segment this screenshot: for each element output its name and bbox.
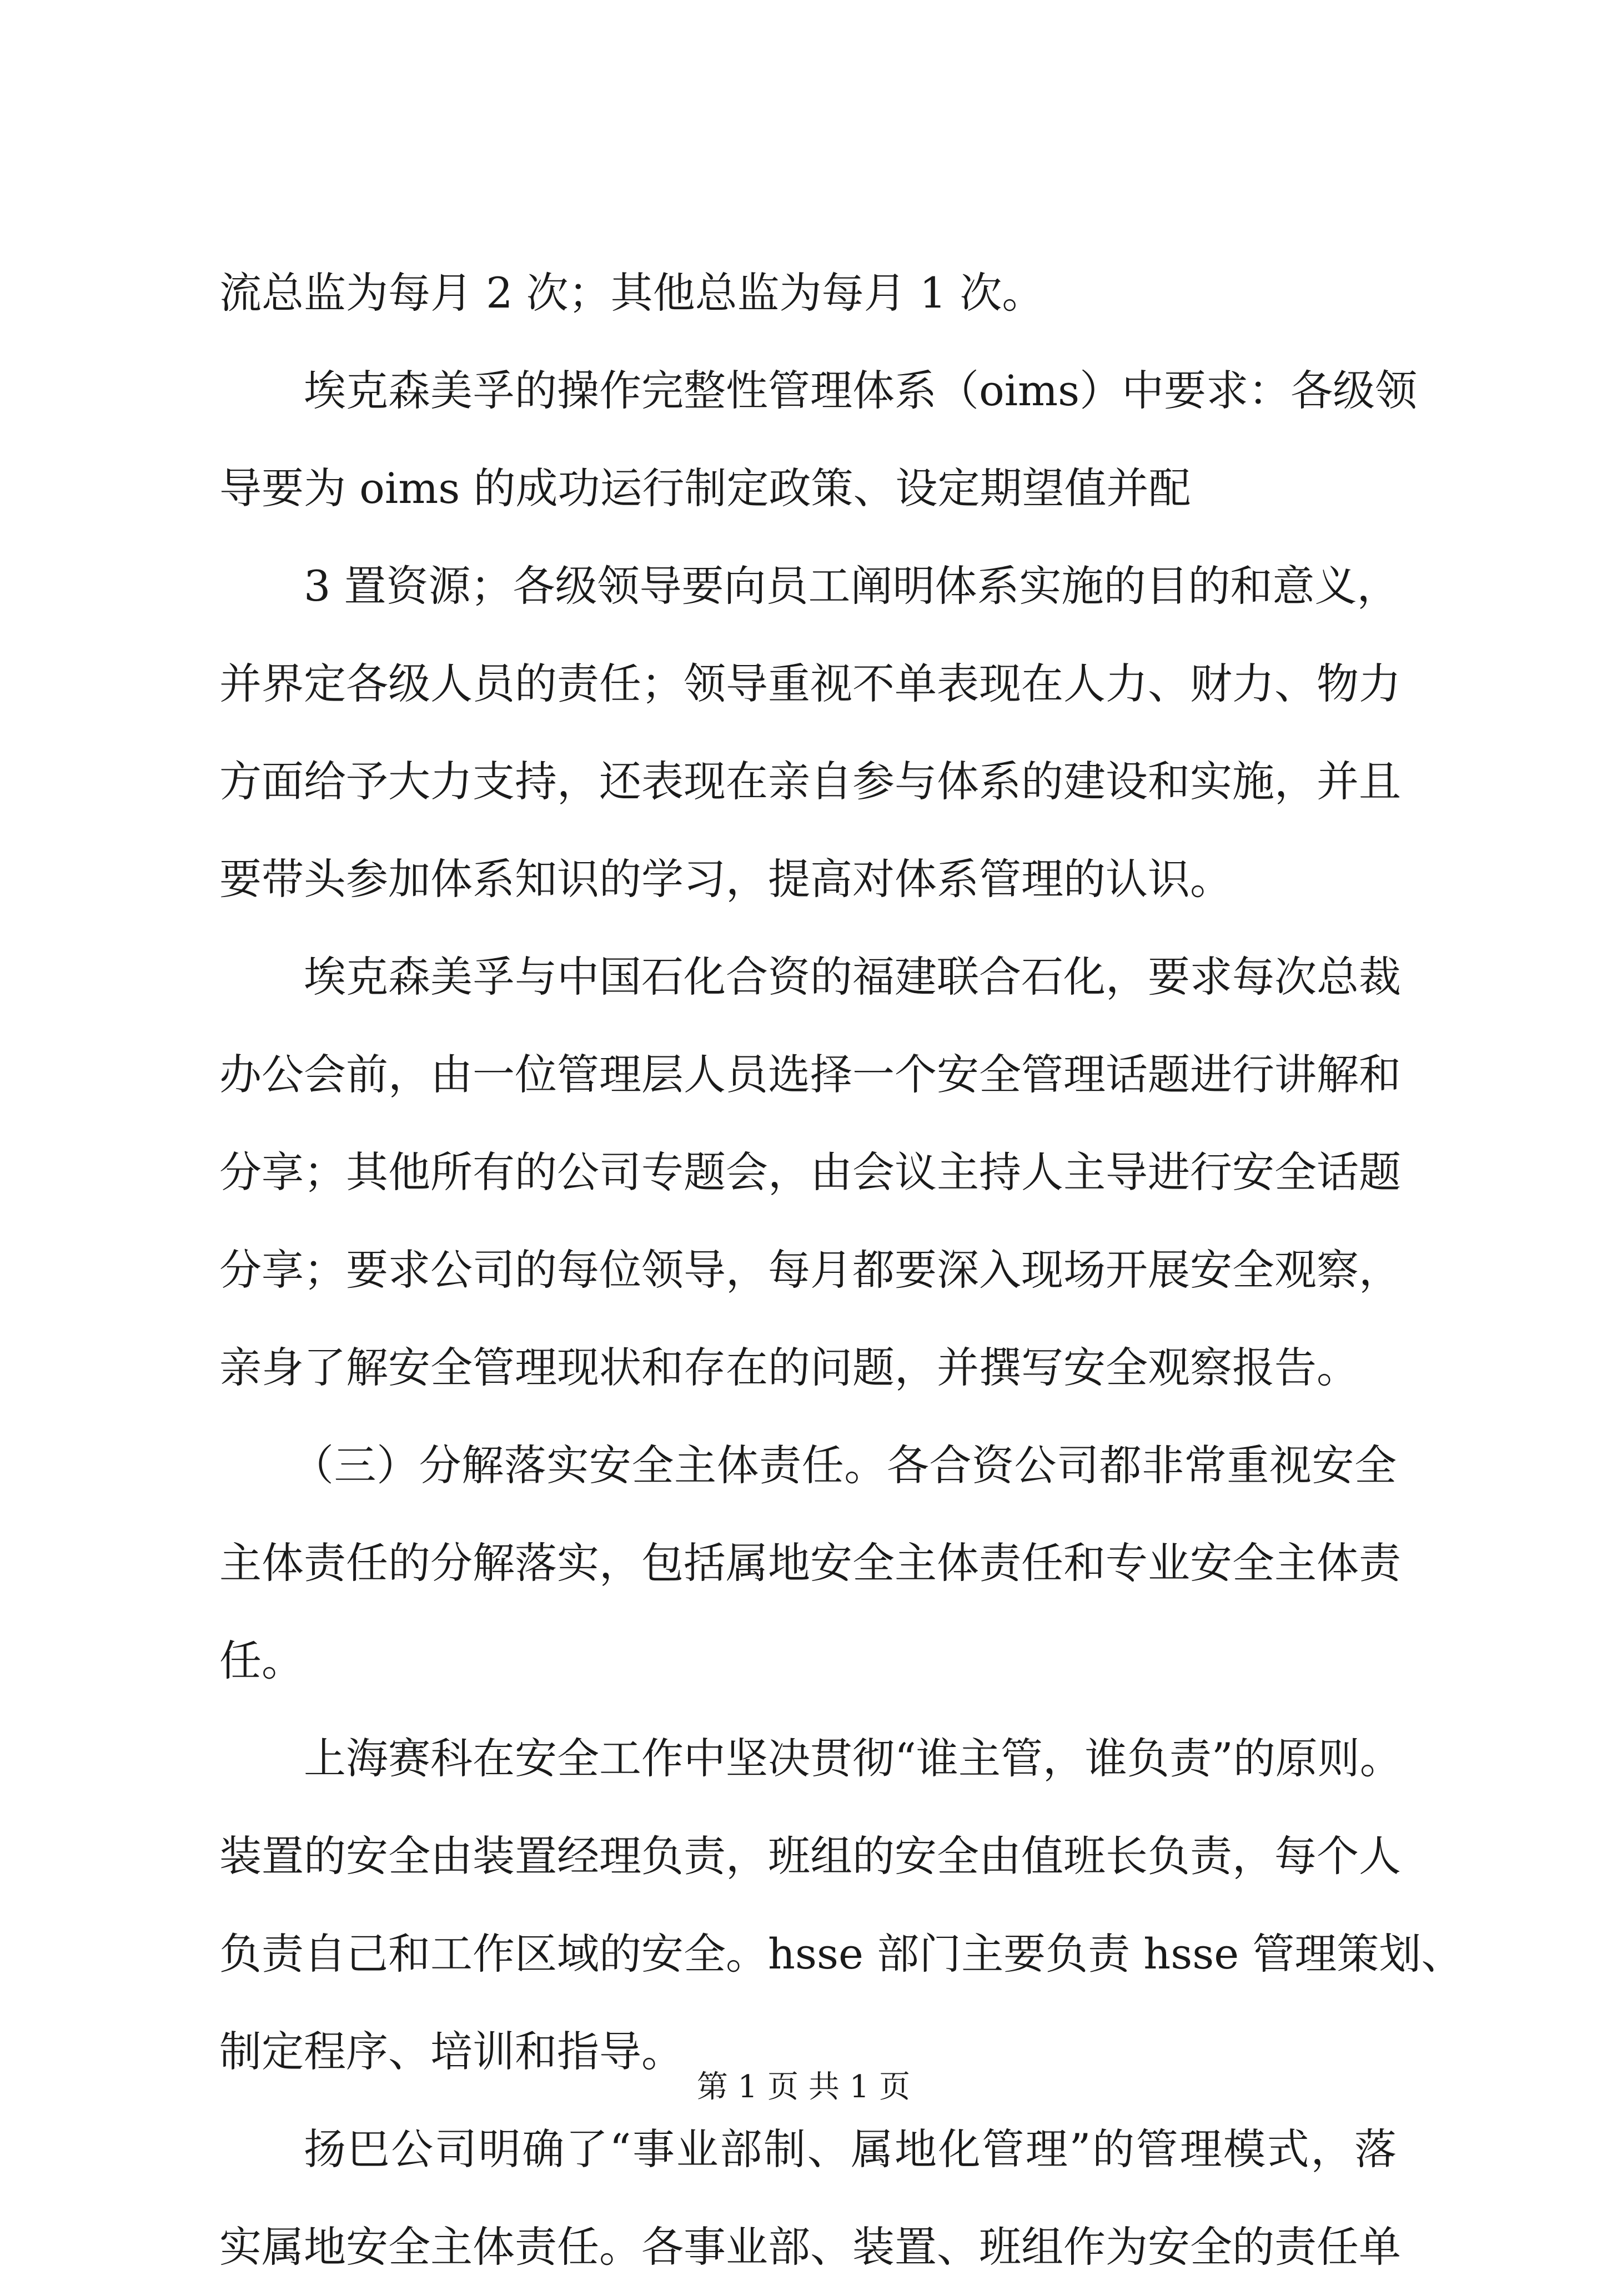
- paragraph-line: 3 置资源；各级领导要向员工阐明体系实施的目的和意义，: [304, 561, 1399, 611]
- paragraph-line: 分享；要求公司的每位领导，每月都要深入现场开展安全观察，: [219, 1245, 1401, 1295]
- paragraph-line: 埃克森美孚与中国石化合资的福建联合石化，要求每次总裁: [304, 952, 1401, 1001]
- paragraph-line: 制定程序、培训和指导。: [219, 2027, 684, 2076]
- paragraph-line: 实属地安全主体责任。各事业部、装置、班组作为安全的责任单: [219, 2222, 1401, 2272]
- document-body: [219, 244, 1464, 2296]
- paragraph-line: 主体责任的分解落实，包括属地安全主体责任和专业安全主体责: [219, 1538, 1401, 1588]
- paragraph-line: 导要为 oims 的成功运行制定政策、设定期望值并配: [219, 464, 1191, 513]
- paragraph-line: 装置的安全由装置经理负责，班组的安全由值班长负责，每个人: [219, 1831, 1401, 1881]
- paragraph-line: 上海赛科在安全工作中坚决贯彻“谁主管，谁负责”的原则。: [304, 1734, 1402, 1783]
- paragraph-line: 负责自己和工作区域的安全。hsse 部门主要负责 hsse 管理策划、: [219, 1929, 1464, 1978]
- paragraph-line: 扬巴公司明确了“事业部制、属地化管理”的管理模式，落: [304, 2124, 1397, 2174]
- paragraph-line: 流总监为每月 2 次；其他总监为每月 1 次。: [219, 268, 1044, 318]
- paragraph-line: 亲身了解安全管理现状和存在的问题，并撰写安全观察报告。: [219, 1343, 1359, 1392]
- paragraph-line: 要带头参加体系知识的学习，提高对体系管理的认识。: [219, 854, 1232, 904]
- paragraph-line: 并界定各级人员的责任；领导重视不单表现在人力、财力、物力: [219, 659, 1401, 708]
- paragraph-line: 埃克森美孚的操作完整性管理体系（oims）中要求：各级领: [304, 366, 1418, 415]
- paragraph-line: 办公会前，由一位管理层人员选择一个安全管理话题进行讲解和: [219, 1050, 1401, 1099]
- paragraph-line: 任。: [219, 1636, 304, 1685]
- paragraph-line: 分享；其他所有的公司专题会，由会议主持人主导进行安全话题: [219, 1147, 1401, 1197]
- paragraph-line: （三）分解落实安全主体责任。各合资公司都非常重视安全: [292, 1441, 1397, 1490]
- paragraph-line: 方面给予大力支持，还表现在亲自参与体系的建设和实施，并且: [219, 757, 1401, 806]
- page-number-footer: 第 1 页 共 1 页: [696, 2069, 911, 2105]
